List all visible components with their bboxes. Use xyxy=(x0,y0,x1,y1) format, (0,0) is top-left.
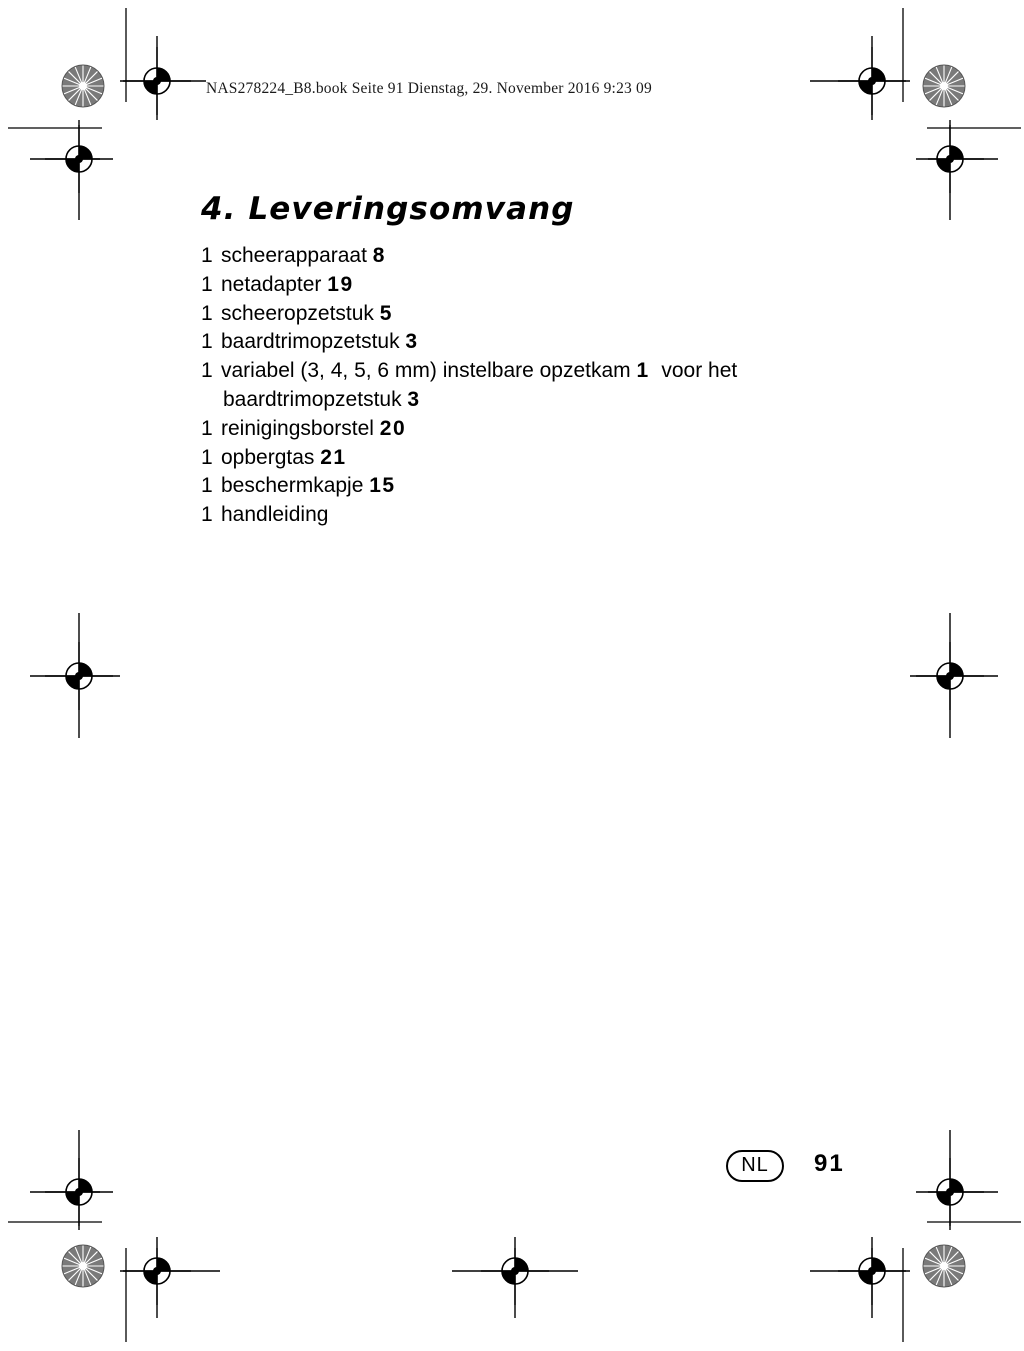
item-quantity: 1 xyxy=(201,301,213,325)
language-badge: NL xyxy=(726,1150,784,1182)
list-item xyxy=(201,271,737,300)
item-quantity: 1 xyxy=(201,474,213,498)
print-slug: NAS278224_B8.book Seite 91 Dienstag, 29. November 2016 9:23 09 xyxy=(206,80,652,97)
delivery-contents-list xyxy=(201,242,737,530)
item-label: baardtrimopzetstuk xyxy=(223,387,408,411)
item-quantity: 1 xyxy=(201,416,213,440)
item-reference: 21 xyxy=(320,445,347,469)
item-label: netadapter xyxy=(221,272,328,296)
item-reference: 8 xyxy=(372,244,386,267)
section-title: 4. Leveringsomvang xyxy=(201,191,575,227)
item-label: beschermkapje xyxy=(221,474,370,498)
list-item xyxy=(201,328,737,357)
item-quantity: 1 xyxy=(201,359,213,383)
item-reference: 1 xyxy=(636,359,650,383)
registration-lines xyxy=(30,36,998,1318)
item-label: reinigingsborstel xyxy=(221,416,380,440)
starburst-icon xyxy=(62,65,104,107)
list-item xyxy=(201,357,737,386)
item-reference: 20 xyxy=(379,416,407,440)
item-reference: 3 xyxy=(407,387,421,411)
item-reference: 15 xyxy=(369,474,396,498)
item-label: handleiding xyxy=(221,503,329,527)
item-quantity: 1 xyxy=(201,272,213,296)
item-label: baardtrimopzetstuk xyxy=(221,330,406,354)
list-item-continuation xyxy=(201,386,737,415)
item-reference: 19 xyxy=(327,272,354,296)
starburst-icon xyxy=(923,1245,965,1287)
item-label: variabel (3, 4, 5, 6 mm) instelbare opzetkam xyxy=(221,359,637,383)
item-label: opbergtas xyxy=(221,445,321,469)
item-quantity: 1 xyxy=(201,330,213,354)
item-label: scheeropzetstuk xyxy=(221,301,380,325)
list-item xyxy=(201,300,737,329)
item-quantity: 1 xyxy=(201,503,213,527)
item-quantity: 1 xyxy=(201,445,213,469)
item-reference: 5 xyxy=(379,301,393,325)
list-item xyxy=(201,415,737,444)
list-item xyxy=(201,501,737,530)
page-number: 91 xyxy=(814,1150,845,1177)
list-item xyxy=(201,472,737,501)
list-item xyxy=(201,444,737,473)
item-reference: 3 xyxy=(405,330,419,354)
item-label: scheerapparaat xyxy=(221,244,373,267)
starburst-icon xyxy=(923,65,965,107)
item-label-suffix: voor het xyxy=(649,359,738,383)
starburst-icon xyxy=(62,1245,104,1287)
list-item xyxy=(201,242,737,271)
item-quantity: 1 xyxy=(201,244,213,267)
